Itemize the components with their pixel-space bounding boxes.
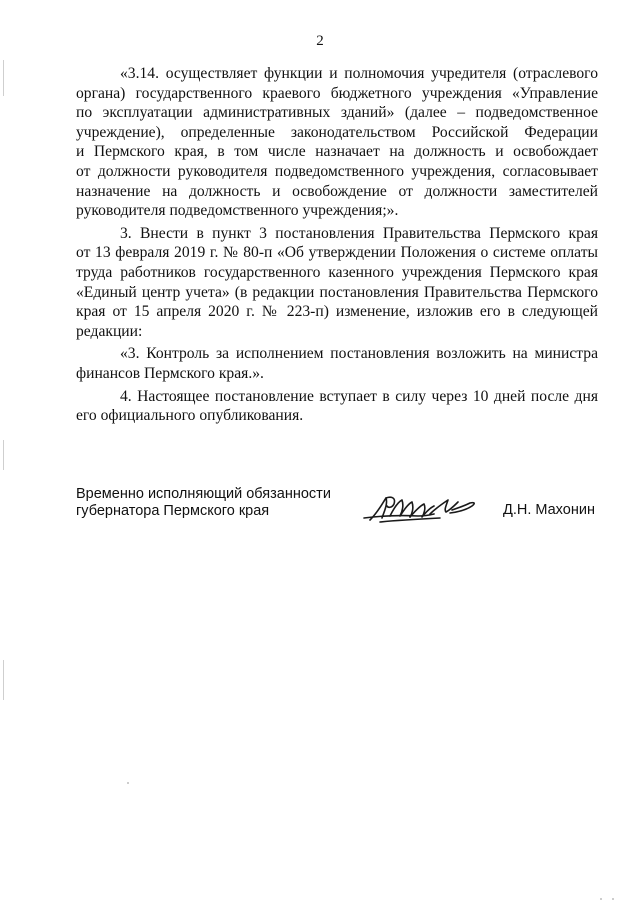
- scan-speck: [127, 782, 129, 784]
- scan-margin-mark: [3, 440, 4, 470]
- text-line: назначение на должность и освобождение от должности заместителей: [76, 182, 598, 200]
- text-line: и Пермского края, в том числе назначает на должность и освобождает: [76, 143, 598, 161]
- text-line: от 13 февраля 2019 г. № 80-п «Об утверждении Положения о системе оплаты: [76, 244, 598, 262]
- text-line: 3. Внести в пункт 3 постановления Правительства Пермского края: [120, 224, 598, 242]
- text-line: «Единый центр учета» (в редакции постановления Правительства Пермского: [76, 283, 598, 301]
- text-line: по эксплуатации административных зданий» (далее – подведомственное: [76, 104, 598, 122]
- paragraph-3-14: [76, 64, 598, 221]
- paragraph-quote-3: [76, 344, 598, 383]
- text-line: труда работников государственного казенного учреждения Пермского края: [76, 263, 598, 281]
- scan-speck: [612, 898, 614, 900]
- signatory-position: [76, 486, 331, 520]
- document-body: [76, 64, 598, 426]
- page-number: 2: [316, 33, 324, 49]
- text-line: края от 15 апреля 2020 г. № 223-п) изменение, изложив его в следующей: [76, 303, 598, 321]
- text-line: учреждение), определенные законодательством Российской Федерации: [76, 123, 598, 141]
- text-line: органа) государственного краевого бюджетного учреждения «Управление: [76, 84, 598, 102]
- handwritten-signature: [360, 486, 480, 530]
- paragraph-item-3: [76, 224, 598, 342]
- text-line: его официального опубликования.: [76, 407, 304, 425]
- text-line: от должности руководителя подведомственного учреждения, согласовывает: [76, 162, 598, 180]
- scan-margin-mark: [3, 660, 4, 700]
- scan-margin-mark: [3, 60, 4, 96]
- signatory-position-line: Временно исполняющий обязанности: [76, 486, 331, 502]
- text-line: «3. Контроль за исполнением постановления возложить на министра: [120, 345, 598, 363]
- scan-speck: [600, 898, 602, 900]
- text-line: редакции:: [76, 322, 143, 340]
- text-line: руководителя подведомственного учреждения;».: [76, 202, 399, 220]
- signatory-position-line: губернатора Пермского края: [76, 503, 270, 519]
- signatory-name: Д.Н. Махонин: [503, 502, 595, 518]
- text-line: «3.14. осуществляет функции и полномочия учредителя (отраслевого: [120, 65, 598, 82]
- text-line: 4. Настоящее постановление вступает в силу через 10 дней после дня: [120, 387, 598, 405]
- text-line: финансов Пермского края.».: [76, 364, 264, 382]
- paragraph-item-4: [76, 387, 598, 426]
